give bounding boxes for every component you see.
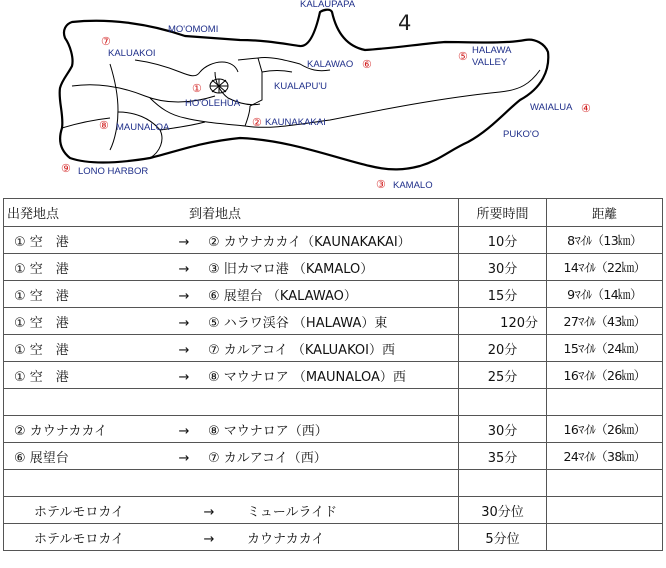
table-row — [4, 416, 663, 443]
table-row — [4, 389, 663, 416]
label-kamalo: KAMALO — [393, 180, 433, 191]
arrow: → — [178, 288, 190, 304]
origin: ② カウナカカイ — [14, 423, 108, 439]
destination: ⑥ 展望台 （KALAWAO） — [208, 288, 357, 304]
marker-5: ⑤ — [458, 51, 468, 63]
origin: ① 空 港 — [14, 234, 69, 250]
label-lono-harbor: LONO HARBOR — [78, 166, 149, 177]
table-row — [4, 227, 663, 254]
table-row — [4, 254, 663, 281]
marker-3: ③ — [376, 179, 386, 191]
marker-6: ⑥ — [362, 59, 372, 71]
label-kalaupapa: KALAUPAPA — [300, 0, 356, 10]
travel-time: 35分 — [459, 443, 547, 470]
table-row — [4, 281, 663, 308]
arrow: → — [178, 450, 190, 466]
distance: 24ﾏｲﾙ（38㎞） — [547, 443, 663, 470]
travel-time — [459, 389, 547, 416]
distance: 15ﾏｲﾙ（24㎞） — [547, 335, 663, 362]
label-pukoo: PUKO'O — [503, 129, 540, 140]
marker-1: ① — [192, 83, 202, 95]
header-distance: 距離 — [547, 199, 663, 227]
travel-time: 120分 — [459, 308, 547, 335]
destination: ② カウナカカイ（KAUNAKAKAI） — [208, 234, 411, 250]
route-cell — [4, 524, 459, 551]
label-halawa: HALAWA — [472, 45, 512, 56]
marker-8: ⑧ — [99, 120, 109, 132]
label-kaluakoi: KALUAKOI — [108, 48, 156, 59]
route-cell — [4, 254, 459, 281]
arrow: → — [203, 531, 215, 547]
arrow: → — [178, 342, 190, 358]
arrow: → — [178, 369, 190, 385]
table-row — [4, 497, 663, 524]
table-row — [4, 308, 663, 335]
label-maunaloa: MAUNALOA — [116, 122, 170, 133]
table-header-row — [4, 199, 663, 227]
route-cell — [4, 362, 459, 389]
distance: 8ﾏｲﾙ（13㎞） — [547, 227, 663, 254]
arrow: → — [178, 423, 190, 439]
label-moomomi: MO'OMOMI — [168, 24, 219, 35]
header-route — [4, 199, 459, 227]
handwritten-page-number: 4 — [398, 11, 412, 35]
label-kaunakakai: KAUNAKAKAI — [265, 117, 326, 128]
destination: カウナカカイ — [247, 531, 325, 547]
marker-7: ⑦ — [101, 36, 111, 48]
arrow: → — [203, 504, 215, 520]
origin: ① 空 港 — [14, 261, 69, 277]
route-cell — [4, 470, 459, 497]
origin: ① 空 港 — [14, 315, 69, 331]
route-cell — [4, 308, 459, 335]
route-cell — [4, 389, 459, 416]
table-row — [4, 362, 663, 389]
origin: ホテルモロカイ — [34, 504, 124, 520]
distance — [547, 524, 663, 551]
header-time: 所要時間 — [459, 199, 547, 227]
table-row — [4, 443, 663, 470]
destination: ⑤ ハラワ渓谷 （HALAWA）東 — [208, 315, 388, 331]
destination: ⑦ カルアコイ（西） — [208, 450, 327, 466]
table-row — [4, 470, 663, 497]
route-cell — [4, 227, 459, 254]
route-cell — [4, 443, 459, 470]
route-cell — [4, 335, 459, 362]
travel-time: 30分位 — [459, 497, 547, 524]
label-hoolehua: HO'OLEHUA — [185, 98, 241, 109]
marker-9: ⑨ — [61, 163, 71, 175]
travel-time: 30分 — [459, 416, 547, 443]
label-kualapuu: KUALAPU'U — [274, 81, 328, 92]
travel-time: 5分位 — [459, 524, 547, 551]
destination: ③ 旧カマロ港 （KAMALO） — [208, 261, 374, 277]
marker-4: ④ — [581, 103, 591, 115]
distance: 14ﾏｲﾙ（22㎞） — [547, 254, 663, 281]
travel-time — [459, 470, 547, 497]
destination: ⑦ カルアコイ （KALUAKOI）西 — [208, 342, 395, 358]
origin: ① 空 港 — [14, 342, 69, 358]
distance: 16ﾏｲﾙ（26㎞） — [547, 362, 663, 389]
header-from: 出発地点 — [7, 207, 60, 222]
route-cell — [4, 416, 459, 443]
distance — [547, 497, 663, 524]
route-cell — [4, 281, 459, 308]
label-kalawao: KALAWAO — [307, 59, 354, 70]
travel-time-table — [3, 198, 663, 551]
distance — [547, 470, 663, 497]
distance: 16ﾏｲﾙ（26㎞） — [547, 416, 663, 443]
airport-icon — [210, 79, 228, 93]
travel-time: 25分 — [459, 362, 547, 389]
origin: ① 空 港 — [14, 288, 69, 304]
molokai-map — [0, 0, 666, 196]
origin: ホテルモロカイ — [34, 531, 124, 547]
arrow: → — [178, 234, 190, 250]
origin: ① 空 港 — [14, 369, 69, 385]
travel-time: 20分 — [459, 335, 547, 362]
label-waialua: WAIALUA — [530, 102, 573, 113]
arrow: → — [178, 261, 190, 277]
table-row — [4, 524, 663, 551]
origin: ⑥ 展望台 — [14, 450, 69, 466]
label-valley: VALLEY — [472, 57, 508, 68]
distance: 27ﾏｲﾙ（43㎞） — [547, 308, 663, 335]
arrow: → — [178, 315, 190, 331]
travel-time: 10分 — [459, 227, 547, 254]
travel-time: 30分 — [459, 254, 547, 281]
table-row — [4, 335, 663, 362]
destination: ⑧ マウナロア （MAUNALOA）西 — [208, 369, 406, 385]
destination: ⑧ マウナロア（西） — [208, 423, 328, 439]
route-cell — [4, 497, 459, 524]
header-to: 到着地点 — [189, 207, 242, 222]
marker-2: ② — [252, 117, 262, 129]
distance: 9ﾏｲﾙ（14㎞） — [547, 281, 663, 308]
destination: ミュールライド — [247, 504, 338, 520]
distance — [547, 389, 663, 416]
travel-time: 15分 — [459, 281, 547, 308]
